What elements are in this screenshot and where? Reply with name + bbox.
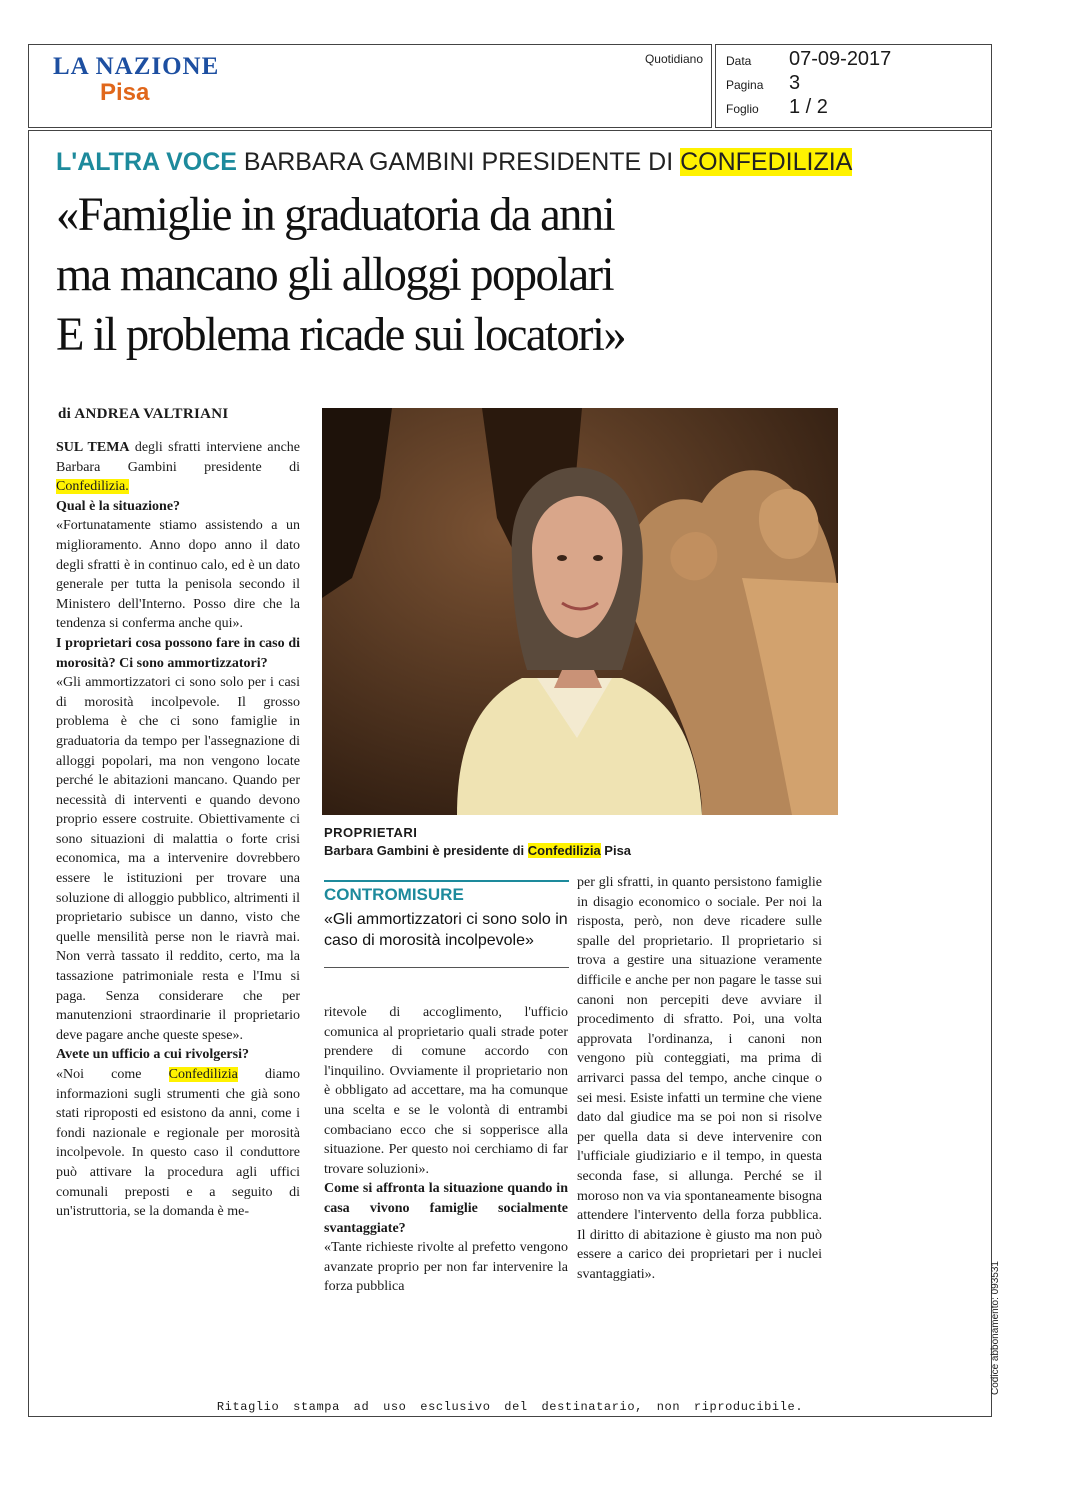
masthead (28, 44, 712, 128)
interview-question: Come si affronta la situazione quando in casa vivono famiglie socialmente svantaggiate? (324, 1181, 568, 1236)
caption-title: PROPRIETARI (324, 825, 418, 840)
subscription-code: Codice abbonamento: 093531 (990, 1261, 1001, 1395)
pull-quote-text: «Gli ammortizzatori ci sono solo in caso di morosità incolpevole» (324, 911, 568, 949)
article-column-2 (324, 1003, 568, 1297)
interview-question: I proprietari cosa possono fare in caso di morosità? Ci sono ammortizzatori? (56, 635, 300, 671)
highlighted-org: Confedilizia. (56, 479, 129, 495)
interview-answer: ritevole di accoglimento, l'ufficio comunica al proprietario quali strade poter prendere di comune accordo con l'inquilino. Ovviamente il proprietario non è obbligato ad accettare, ma ha comunque una scelta e se le volontà di entrambi combaciano ecco che si sopperisce alla situazione. Per questo noi cerchiamo di far trovare soluzioni». (324, 1005, 568, 1177)
interview-answer: «Noi come Confedilizia diamo informazioni sugli strumenti che già sono stati riproposti ed esistono da anni, come i fondi nazionale e regionale per morosità incolpevole. In questo caso il conduttore può attivare la procedura agli uffici comunali preposti e a seguito di un'istruttoria, se la domanda è me- (56, 1067, 300, 1220)
interview-question: Avete un ufficio a cui rivolgersi? (56, 1047, 249, 1063)
page-value: 3 (789, 72, 801, 94)
sheet-value: 1 / 2 (789, 96, 828, 118)
interview-question: Qual è la situazione? (56, 498, 181, 514)
photo-caption (324, 824, 836, 860)
pull-quote (324, 880, 569, 968)
interview-answer: «Tante richieste rivolte al prefetto vengono avanzate proprio per non far intervenire la forza pubblica (324, 1240, 568, 1295)
interview-answer: «Fortunatamente stiamo assistendo a un miglioramento. Anno dopo anno il dato degli sfratti è in continuo calo, ed è un dato generale per tutta la penisola secondo il Ministero dell'Interno. Posso dire che la tendenza si conferma anche qui». (56, 518, 300, 632)
article-kicker: L'ALTRA VOCE BARBARA GAMBINI PRESIDENTE DI CONFEDILIZIA (56, 148, 853, 176)
publication-frequency: Quotidiano (644, 52, 703, 66)
clipping-meta: Data 07-09-2017 Pagina 3 Foglio 1 / 2 (715, 44, 992, 128)
interview-answer: «Gli ammortizzatori ci sono solo per i casi di morosità incolpevole. Il grosso problema è che ci sono famiglie in graduatoria da tempo per l'assegnazione di alloggi popolari, ma non vengono locate perché le abitazioni mancano. Quando per necessità di interventi e quando devono proprio essere costruite. Obiettivamente ci sono situazioni di malattia o forte crisi economica, ma a intervenire dovrebbero essere le istituzioni per trovare una soluzione di alloggio pubblico, altrimenti il proprietario subisce un danno, visto che quelle mensilità perse non le riavrà mai. Non verrà tassato il reddito, certo, ma la tassazione patrimoniale resta e l'Imu si paga. Senza considerare che per manutenzioni straordinarie il proprietario deve pagare anche queste spese». (56, 675, 300, 1043)
article-column-3 (577, 873, 822, 1284)
date-value: 07-09-2017 (789, 48, 892, 70)
article-column-1: SUL TEMA degli sfratti interviene anche Barbara Gambini presidente di Confedilizia. Qual è la situazione? «Fortunatamente stiamo assistendo a un miglioramento. Anno dopo anno il dato degli sfratti è in continuo calo, ed è un dato generale per tutta la penisola secondo il Ministero dell'Interno. Posso dire che la tendenza si conferma anche qui». I proprietari cosa possono fare in caso di morosità? Ci sono ammortizzatori? «Gli ammortizzatori ci sono solo per i casi di morosità incolpevole. Il grosso problema è che ci sono famiglie in graduatoria da tempo per l'assegnazione di alloggi popolari, ma non vengono locate perché le abitazioni mancano. Quando per necessità di interventi e quando devono proprio essere costruite. Obiettivamente ci sono situazioni di malattia o forte crisi economica, ma a intervenire dovrebbero essere le istituzioni per trovare una soluzione di alloggio pubblico, altrimenti il proprietario subisce un danno, visto che quelle mensilità perse non le riavrà mai. Non verrà tassato il reddito, certo, ma la tassazione patrimoniale resta e l'Imu si paga. Senza considerare che per manutenzioni straordinarie il proprietario deve pagare anche queste spese». Avete un ufficio a cui rivolgersi? «Noi come Confedilizia diamo informazioni sugli strumenti che già sono stati riproposti ed esistono da anni, come i fondi nazionale e regionale per morosità incolpevole. In questo caso il conduttore può attivare la procedura agli uffici comunali preposti e a seguito di un'istruttoria, se la domanda è me- (56, 438, 300, 1222)
divider (324, 967, 569, 968)
highlighted-org: Confedilizia (527, 843, 601, 858)
caption-text: Barbara Gambini è presidente di Confedilizia Pisa (324, 843, 632, 858)
portrait-illustration (322, 408, 838, 815)
copyright-footer: Ritaglio stampa ad uso esclusivo del destinatario, non riproducibile. (216, 1400, 804, 1414)
byline: di ANDREA VALTRIANI (58, 406, 229, 422)
newspaper-edition: Pisa (100, 79, 150, 106)
interview-answer: per gli sfratti, in quanto persistono famiglie in disagio economico o sociale. Per noi la risposta, però, non deve ricadere sulle spalle del proprietario. Il proprietario si trova a gestire una situazione veramente difficile e anche per non pagare le tasse sui canoni non percepiti deve avviare il procedimento di sfratto. Poi, una volta approvata l'ordinanza, i canoni non vengono più conteggiati, ma prima di arrivarci passa del tempo, anche cinque o sei mesi. Esiste infatti un termine che viene dato dal giudice ma se poi non si risolve per quella data si deve intervenire con l'ufficiale giudiziario e il tempo, in questa seconda fase, si allunga. Perché se il moroso non va via spontaneamente bisogna attendere l'intervento della forza pubblica. Il diritto di abitazione è giusto ma non può essere a carico dei proprietari per i nuclei svantaggiati». (577, 875, 822, 1282)
highlighted-org: Confedilizia (168, 1067, 238, 1082)
portrait-photo (322, 408, 838, 815)
headline: «Famiglie in graduatoria da anni ma mancano gli alloggi popolari E il problema ricade sui locatori» (56, 188, 626, 361)
newspaper-logo: LA NAZIONE (53, 53, 220, 80)
highlighted-org: CONFEDILIZIA (680, 148, 853, 176)
pull-quote-kicker: CONTROMISURE (324, 880, 569, 905)
